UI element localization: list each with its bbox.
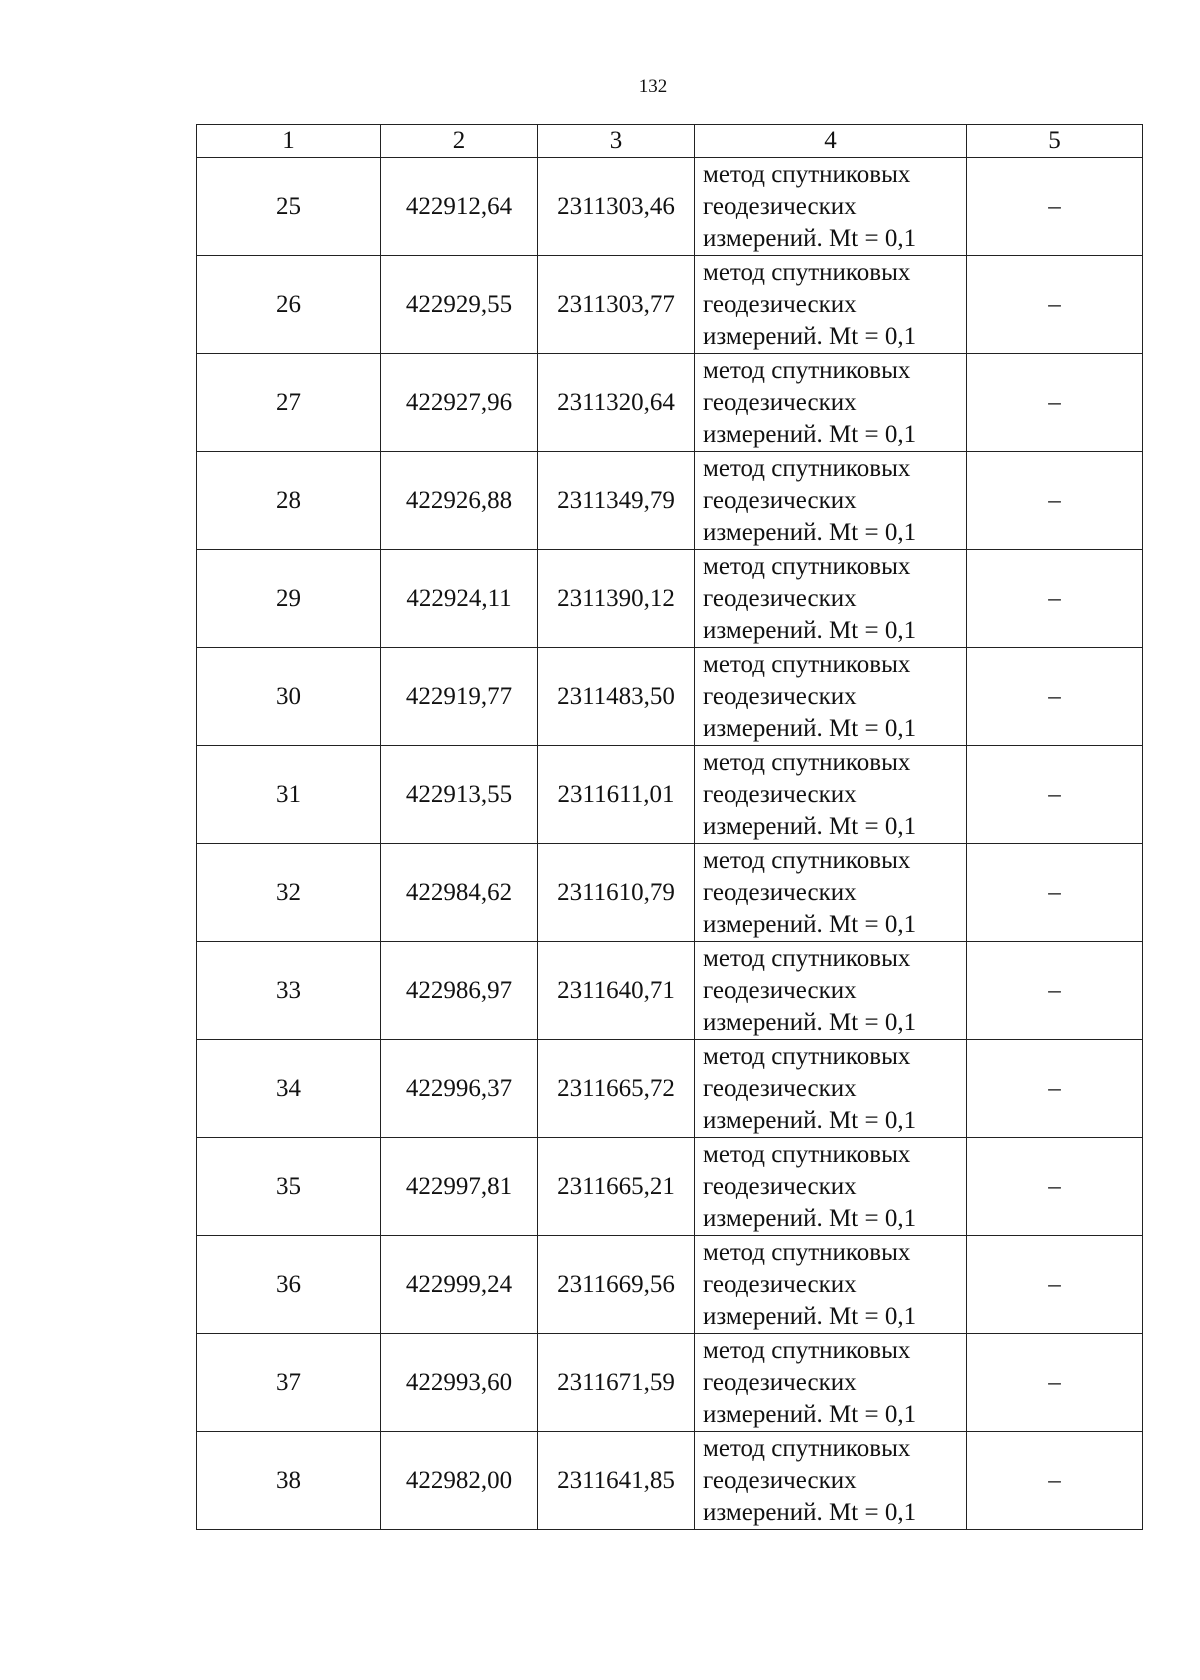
table-row [197,452,1143,550]
method-text-line: геодезических [703,1074,857,1102]
column-header-2: 2 [381,125,538,158]
method-text-line: метод спутниковых [703,748,911,776]
method-text-line: метод спутниковых [703,454,911,482]
note-cell: – [967,354,1143,452]
point-number-cell: 37 [197,1334,381,1432]
method-text-line: метод спутниковых [703,552,911,580]
method-text-line: геодезических [703,1172,857,1200]
table-row [197,942,1143,1040]
column-header-1: 1 [197,125,381,158]
method-cell [695,1432,967,1530]
method-text-line: метод спутниковых [703,846,911,874]
coordinate-y-cell: 2311483,50 [538,648,695,746]
table-row [197,158,1143,256]
method-text-line: измерений. Mt = 0,1 [703,714,917,742]
coordinate-y-cell: 2311390,12 [538,550,695,648]
method-text-line: метод спутниковых [703,1238,911,1266]
method-cell [695,746,967,844]
note-cell: – [967,942,1143,1040]
note-cell: – [967,1334,1143,1432]
method-text-line: измерений. Mt = 0,1 [703,1204,917,1232]
point-number-cell: 38 [197,1432,381,1530]
coordinate-x-cell: 422993,60 [381,1334,538,1432]
table-row [197,844,1143,942]
note-cell: – [967,1040,1143,1138]
method-cell [695,158,967,256]
method-text-line: измерений. Mt = 0,1 [703,518,917,546]
coordinate-x-cell: 422997,81 [381,1138,538,1236]
point-number-cell: 27 [197,354,381,452]
note-cell: – [967,1432,1143,1530]
point-number-cell: 30 [197,648,381,746]
column-header-4: 4 [695,125,967,158]
method-text-line: метод спутниковых [703,1042,911,1070]
coordinate-y-cell: 2311640,71 [538,942,695,1040]
method-text-line: измерений. Mt = 0,1 [703,910,917,938]
coordinate-x-cell: 422982,00 [381,1432,538,1530]
coordinate-y-cell: 2311665,21 [538,1138,695,1236]
method-text-line: измерений. Mt = 0,1 [703,812,917,840]
coordinate-x-cell: 422913,55 [381,746,538,844]
method-text-line: геодезических [703,486,857,514]
method-text-line: измерений. Mt = 0,1 [703,616,917,644]
coordinate-y-cell: 2311671,59 [538,1334,695,1432]
note-cell: – [967,158,1143,256]
point-number-cell: 26 [197,256,381,354]
method-text-line: метод спутниковых [703,1336,911,1364]
method-cell [695,1040,967,1138]
coordinate-x-cell: 422912,64 [381,158,538,256]
coordinate-y-cell: 2311669,56 [538,1236,695,1334]
method-cell [695,1334,967,1432]
coordinate-y-cell: 2311320,64 [538,354,695,452]
point-number-cell: 33 [197,942,381,1040]
table-header-row [197,125,1143,158]
method-text-line: геодезических [703,878,857,906]
method-text-line: измерений. Mt = 0,1 [703,1498,917,1526]
coordinate-x-cell: 422929,55 [381,256,538,354]
method-text-line: геодезических [703,1270,857,1298]
method-text-line: геодезических [703,682,857,710]
table-row [197,1138,1143,1236]
note-cell: – [967,746,1143,844]
page-number: 132 [638,76,668,97]
coordinate-y-cell: 2311303,46 [538,158,695,256]
point-number-cell: 35 [197,1138,381,1236]
column-header-3: 3 [538,125,695,158]
column-header-5: 5 [967,125,1143,158]
method-cell [695,1236,967,1334]
method-text-line: измерений. Mt = 0,1 [703,420,917,448]
note-cell: – [967,648,1143,746]
table-row [197,1334,1143,1432]
method-text-line: геодезических [703,780,857,808]
coordinate-x-cell: 422927,96 [381,354,538,452]
method-text-line: метод спутниковых [703,258,911,286]
method-cell [695,452,967,550]
point-number-cell: 31 [197,746,381,844]
method-cell [695,256,967,354]
table-body [197,158,1143,1530]
point-number-cell: 34 [197,1040,381,1138]
coordinate-x-cell: 422996,37 [381,1040,538,1138]
note-cell: – [967,1138,1143,1236]
table-row [197,1432,1143,1530]
method-cell [695,550,967,648]
coordinate-y-cell: 2311665,72 [538,1040,695,1138]
method-cell [695,942,967,1040]
method-text-line: метод спутниковых [703,160,911,188]
coordinate-y-cell: 2311303,77 [538,256,695,354]
table-row [197,1236,1143,1334]
method-cell [695,844,967,942]
coordinate-x-cell: 422999,24 [381,1236,538,1334]
coordinate-x-cell: 422924,11 [381,550,538,648]
coordinates-table [196,124,1143,1530]
note-cell: – [967,550,1143,648]
note-cell: – [967,1236,1143,1334]
coordinate-y-cell: 2311641,85 [538,1432,695,1530]
method-cell [695,1138,967,1236]
coordinate-x-cell: 422984,62 [381,844,538,942]
coordinate-x-cell: 422919,77 [381,648,538,746]
method-text-line: геодезических [703,192,857,220]
coordinate-y-cell: 2311349,79 [538,452,695,550]
coordinate-x-cell: 422926,88 [381,452,538,550]
coordinate-y-cell: 2311610,79 [538,844,695,942]
method-text-line: измерений. Mt = 0,1 [703,1106,917,1134]
table-row [197,354,1143,452]
method-text-line: геодезических [703,1368,857,1396]
method-text-line: геодезических [703,584,857,612]
point-number-cell: 36 [197,1236,381,1334]
method-cell [695,354,967,452]
method-text-line: метод спутниковых [703,650,911,678]
method-text-line: метод спутниковых [703,944,911,972]
method-text-line: геодезических [703,388,857,416]
table-row [197,648,1143,746]
method-text-line: метод спутниковых [703,1140,911,1168]
note-cell: – [967,452,1143,550]
table-row [197,746,1143,844]
point-number-cell: 28 [197,452,381,550]
point-number-cell: 32 [197,844,381,942]
method-text-line: геодезических [703,290,857,318]
method-text-line: измерений. Mt = 0,1 [703,322,917,350]
coordinate-x-cell: 422986,97 [381,942,538,1040]
note-cell: – [967,844,1143,942]
method-text-line: геодезических [703,1466,857,1494]
point-number-cell: 25 [197,158,381,256]
method-text-line: метод спутниковых [703,356,911,384]
method-text-line: метод спутниковых [703,1434,911,1462]
method-text-line: геодезических [703,976,857,1004]
table-row [197,550,1143,648]
point-number-cell: 29 [197,550,381,648]
table-row [197,1040,1143,1138]
method-text-line: измерений. Mt = 0,1 [703,1302,917,1330]
coordinate-y-cell: 2311611,01 [538,746,695,844]
method-text-line: измерений. Mt = 0,1 [703,224,917,252]
note-cell: – [967,256,1143,354]
table-row [197,256,1143,354]
method-text-line: измерений. Mt = 0,1 [703,1008,917,1036]
method-text-line: измерений. Mt = 0,1 [703,1400,917,1428]
method-cell [695,648,967,746]
